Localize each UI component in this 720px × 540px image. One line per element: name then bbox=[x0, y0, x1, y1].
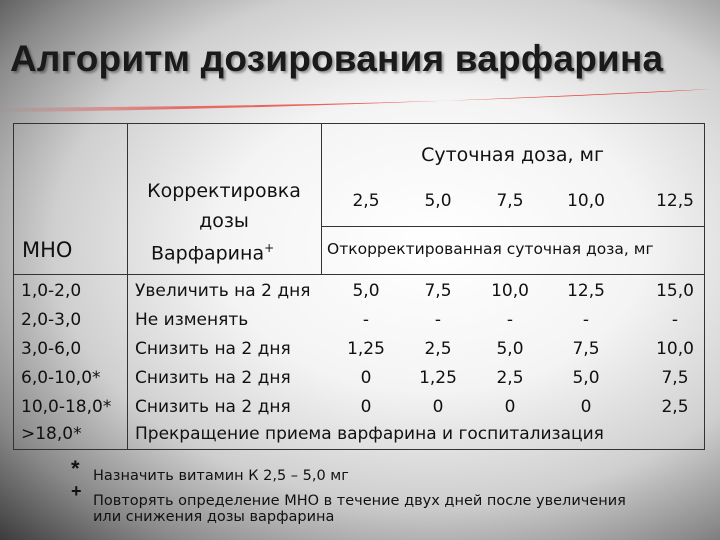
dose-value: 1,25 bbox=[419, 368, 457, 388]
correction-action: Прекращение приема варфарина и госпитализация bbox=[135, 424, 604, 444]
dose-value: 1,25 bbox=[347, 339, 385, 359]
dose-header: 10,0 bbox=[567, 191, 605, 211]
dose-value: 10,0 bbox=[491, 281, 529, 301]
page-title: Алгоритм дозирования варфарина bbox=[10, 38, 664, 79]
header-correction-line2: дозы bbox=[199, 210, 249, 232]
dose-header: 2,5 bbox=[352, 191, 380, 211]
dose-value: 2,5 bbox=[496, 368, 524, 388]
dose-value: 0 bbox=[580, 397, 592, 417]
dose-value: 7,5 bbox=[572, 339, 600, 359]
dose-header: 5,0 bbox=[424, 191, 452, 211]
header-correction-word: Варфарина bbox=[151, 242, 265, 265]
footnote-plus-text-line1: Повторять определение МНО в течение двух дней после увеличения bbox=[93, 493, 626, 509]
footnote-star-mark: * bbox=[71, 456, 80, 481]
mno-value: 10,0-18,0* bbox=[21, 397, 112, 417]
mno-value: 3,0-6,0 bbox=[21, 339, 82, 359]
mno-value: 2,0-3,0 bbox=[21, 310, 82, 330]
dose-value: - bbox=[434, 310, 442, 330]
mno-value: 1,0-2,0 bbox=[21, 281, 82, 301]
dose-value: 7,5 bbox=[661, 368, 689, 388]
footnote-plus-mark: + bbox=[71, 481, 82, 501]
mno-value: 6,0-10,0* bbox=[21, 368, 101, 388]
red-swoosh-decoration bbox=[0, 86, 720, 120]
dose-value: 5,0 bbox=[352, 281, 380, 301]
dose-value: 0 bbox=[360, 397, 372, 417]
header-correction-plus-mark: + bbox=[264, 241, 275, 255]
row-divider bbox=[14, 274, 704, 275]
mno-value: >18,0* bbox=[21, 424, 82, 444]
dose-value: 2,5 bbox=[424, 339, 452, 359]
header-correction-line1: Корректировка bbox=[147, 180, 301, 202]
dose-value: 15,0 bbox=[656, 281, 694, 301]
dose-value: - bbox=[671, 310, 679, 330]
dose-value: 0 bbox=[432, 397, 444, 417]
column-divider bbox=[127, 124, 128, 449]
footnote-plus-text-line2: или снижения дозы варфарина bbox=[93, 509, 335, 525]
correction-action: Снизить на 2 дня bbox=[135, 397, 291, 417]
correction-action: Снизить на 2 дня bbox=[135, 339, 291, 359]
header-corrected-dose: Откорректированная суточная доза, мг bbox=[327, 240, 654, 258]
dose-value: - bbox=[362, 310, 370, 330]
correction-action: Не изменять bbox=[135, 310, 249, 330]
dose-value: - bbox=[582, 310, 590, 330]
dose-value: 12,5 bbox=[567, 281, 605, 301]
header-mno: МНО bbox=[22, 238, 73, 262]
dose-value: 7,5 bbox=[424, 281, 452, 301]
dosing-table bbox=[13, 123, 705, 450]
dose-value: 5,0 bbox=[496, 339, 524, 359]
dose-value: 5,0 bbox=[572, 368, 600, 388]
row-divider bbox=[321, 226, 704, 227]
dose-header: 12,5 bbox=[656, 191, 694, 211]
dose-value: 0 bbox=[360, 368, 372, 388]
header-daily-dose: Суточная доза, мг bbox=[421, 144, 604, 166]
header-correction-line3 bbox=[151, 241, 274, 264]
dose-value: - bbox=[506, 310, 514, 330]
dose-value: 0 bbox=[504, 397, 516, 417]
dose-value: 2,5 bbox=[661, 397, 689, 417]
dose-header: 7,5 bbox=[496, 191, 524, 211]
correction-action: Снизить на 2 дня bbox=[135, 368, 291, 388]
dose-value: 10,0 bbox=[656, 339, 694, 359]
footnote-star-text: Назначить витамин К 2,5 – 5,0 мг bbox=[93, 468, 349, 484]
correction-action: Увеличить на 2 дня bbox=[135, 281, 311, 301]
